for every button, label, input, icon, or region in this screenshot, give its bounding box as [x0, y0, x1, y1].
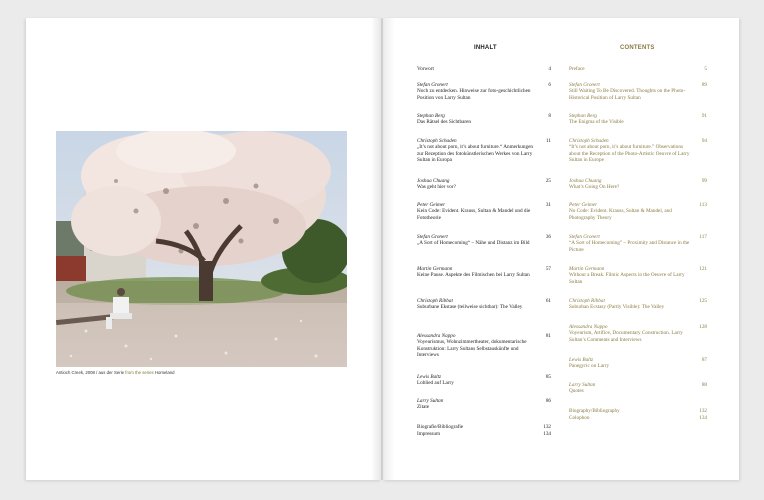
toc-page-number: 4 [548, 66, 551, 72]
toc-page-number: 11 [546, 138, 551, 144]
toc-entry: Joshua Chuang Was geht hier vor? [417, 178, 456, 191]
toc-entry: Impressum [417, 431, 441, 437]
blossom-tree-photo [56, 131, 347, 367]
toc-entry: Martin Germann Keine Pause. Aspekte des Filmischen bei Larry Sultan [417, 266, 530, 279]
book-gutter [371, 18, 395, 480]
toc-page-number: 25 [545, 178, 551, 184]
toc-page-number: 113 [699, 202, 707, 208]
toc-page-number: 117 [699, 234, 707, 240]
toc-entry: Christoph Schaden “It’s not about porn, it’s about furniture.” Observations about the Reception of the Photo-Artistic Oeuvre of Larry Sultan in Europe [569, 138, 690, 163]
toc-page-number: 5 [704, 66, 707, 72]
toc-entry: Larry Sultan Quotes [569, 382, 596, 395]
toc-entry: Lewis Baltz Panegyric on Larry [569, 357, 610, 370]
toc-entry: Alessandra Nappo Voyeurismus, Wohnzimmertheater, dokumentarische Konstruktion: Larry Sultans Selbstauskünfte und Interviews [417, 333, 527, 358]
toc-page-number: 86 [545, 398, 551, 404]
contents-heading: CONTENTS [620, 45, 655, 51]
toc-page-number: 91 [701, 113, 707, 119]
toc-entry: Stefan Gronert Still Waiting To Be Discovered. Thoughts on the Photo-Historical Position of Larry Sultan [569, 82, 686, 101]
toc-page-number: 94 [701, 138, 707, 144]
toc-page-number: 132 [699, 408, 707, 414]
toc-page-number: 57 [545, 266, 551, 272]
toc-entry: Peter Geimer No Code: Evident. Krauss, Sultan & Mandel, and Photography Theory [569, 202, 672, 221]
toc-entry: Preface [569, 66, 585, 72]
toc-entry: Christoph Ribbat Suburban Ecstasy (Partly Visible): The Valley [569, 298, 665, 311]
toc-entry: Vorwort [417, 66, 434, 72]
toc-page-number: 89 [701, 82, 707, 88]
toc-page-number: 132 [543, 424, 551, 430]
toc-entry: Stefan Gronert „A Sort of Homecoming“ – Nähe und Distanz im Bild [417, 234, 530, 247]
toc-entry: Peter Geimer Kein Code: Evident. Krauss, Sultan & Mandel und die Fototheorie [417, 202, 531, 221]
toc-page-number: 125 [699, 298, 707, 304]
toc-entry: Stephan Berg Das Rätsel des Sichtbaren [417, 113, 472, 126]
toc-entry: Lewis Baltz Loblied auf Larry [417, 374, 454, 387]
toc-entry: Stephan Berg The Enigma of the Visible [569, 113, 624, 126]
toc-page-number: 36 [545, 234, 551, 240]
toc-page-number: 61 [545, 298, 551, 304]
toc-entry: Larry Sultan Zitate [417, 398, 444, 411]
toc-page-number: 6 [548, 82, 551, 88]
toc-entry: Stefan Gronert Noch zu entdecken. Hinweise zur foto-geschichtlichen Position von Larry Sultan [417, 82, 531, 101]
toc-page-number: 8 [548, 113, 551, 119]
toc-page-number: 134 [543, 431, 551, 437]
toc-entry: Joshua Chuang What’s Going On Here? [569, 178, 620, 191]
toc-page-number: 81 [545, 333, 551, 339]
toc-entry: Christoph Ribbat Suburbane Ekstase (teilweise sichtbar): The Valley [417, 298, 523, 311]
toc-page-number: 87 [701, 357, 707, 363]
toc-page-number: 128 [699, 324, 707, 330]
toc-entry: Colophon [569, 415, 590, 421]
toc-page-number: 88 [701, 382, 707, 388]
inhalt-heading: INHALT [474, 45, 497, 51]
toc-page-number: 31 [545, 202, 551, 208]
photo-caption: Antioch Creek, 2008 / aus der Serie from the series Homeland [56, 370, 175, 375]
toc-entry: Christoph Schaden „It’s not about porn, it’s about furniture.“ Anmerkungen zur Rezeption des fotokünstlerischen Werkes von Larry Sultan in Europa [417, 138, 533, 163]
toc-page-number: 99 [701, 178, 707, 184]
toc-entry: Alessandra Nappo Voyeurism, Artifice, Documentary Construction. Larry Sultan’s Comments and Interviews [569, 324, 683, 343]
toc-page-number: 121 [699, 266, 707, 272]
toc-page-number: 85 [545, 374, 551, 380]
toc-entry: Biografie/Bibliografie [417, 424, 464, 430]
toc-entry: Biography/Bibliography [569, 408, 620, 414]
toc-page-number: 134 [699, 415, 707, 421]
toc-entry: Stefan Gronert “A Sort of Homecoming” – Proximity and Distance in the Picture [569, 234, 690, 253]
toc-entry: Martin Germann Without a Break. Filmic Aspects in the Oeuvre of Larry Sultan [569, 266, 685, 285]
